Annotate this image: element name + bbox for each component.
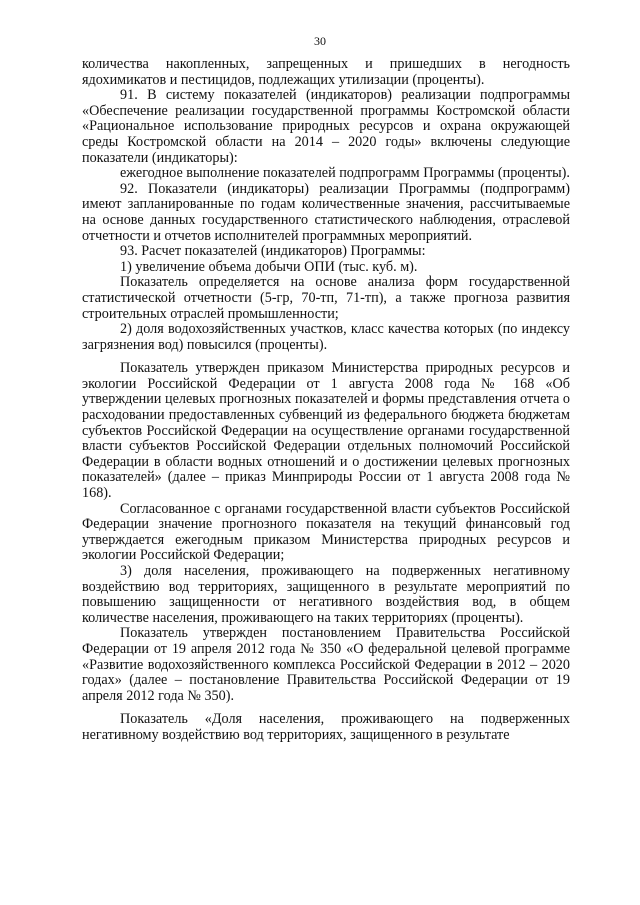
paragraph-continuation: количества накопленных, запрещенных и пришедших в негодность ядохимикатов и пестицидов, подлежащих утилизации (проценты). (82, 56, 570, 88)
paragraph-indicator-2-order: Показатель утвержден приказом Министерства природных ресурсов и экологии Российской Федерации от 1 августа 2008 года № 168 «Об утверждении целевых прогнозных показателей и формы представления отчета о расходовании предоставленных субвенций из федерального бюджета бюджетам субъектов Российской Федерации на осуществление органами государственной власти субъектов Российской Федерации отдельных полномочий Российской Федерации в области водных отношений и о достижении целевых прогнозных показателей» (далее – приказ Минприроды России от 1 августа 2008 года № 168). (82, 360, 570, 502)
list-item-1: 1) увеличение объема добычи ОПИ (тыс. куб. м). (120, 258, 418, 275)
paragraph-91: 91. В систему показателей (индикаторов) реализации подпрограммы «Обеспечение реализации государственной программы Костромской области «Рациональное использование природных ресурсов и охрана окружающей среды Костромской области на 2014 – 2020 годы» включены следующие показатели (индикаторы): (82, 87, 570, 166)
document-body (82, 57, 570, 744)
page-number: 30 (314, 34, 326, 48)
paragraph-93: 93. Расчет показателей (индикаторов) Программы: (120, 243, 426, 260)
paragraph-indicator-2-agreement: Согласованное с органами государственной власти субъектов Российской Федерации значение прогнозного показателя на текущий финансовый год утверждается ежегодным приказом Министерства природных ресурсов и экологии Российской Федерации; (82, 500, 570, 564)
paragraph-indicator-3-resolution: Показатель утвержден постановлением Правительства Российской Федерации от 19 апреля 2012 года № 350 «О федеральной целевой программе «Развитие водохозяйственного комплекса Российской Федерации в 2012 – 2020 годах» (далее – постановление Правительства Российской Федерации от 19 апреля 2012 года № 350). (82, 625, 570, 704)
list-item-2: 2) доля водохозяйственных участков, класс качества которых (по индексу загрязнения вод) повысился (проценты). (82, 321, 570, 353)
paragraph-92: 92. Показатели (индикаторы) реализации Программы (подпрограмм) имеют запланированные по годам количественные значения, рассчитываемые на основе данных государственного статистического наблюдения, отраслевой отчетности и отчетов исполнителей программных мероприятий. (82, 180, 570, 244)
list-item-3: 3) доля населения, проживающего на подверженных негативному воздействию вод территориях, защищенного в результате мероприятий по повышению защищенности от негативного воздействия вод, в общем количестве населения, проживающего на таких территориях (проценты). (82, 563, 570, 626)
paragraph-indicator: ежегодное выполнение показателей подпрограмм Программы (проценты). (120, 165, 570, 182)
paragraph-indicator-3-continuation: Показатель «Доля населения, проживающего на подверженных негативному воздействию вод территориях, защищенного в результате (82, 711, 570, 743)
paragraph-indicator-1-description: Показатель определяется на основе анализа форм государственной статистической отчетности (5-гр, 70-тп, 71-тп), а также прогноза развития строительных отраслей промышленности; (82, 274, 570, 322)
